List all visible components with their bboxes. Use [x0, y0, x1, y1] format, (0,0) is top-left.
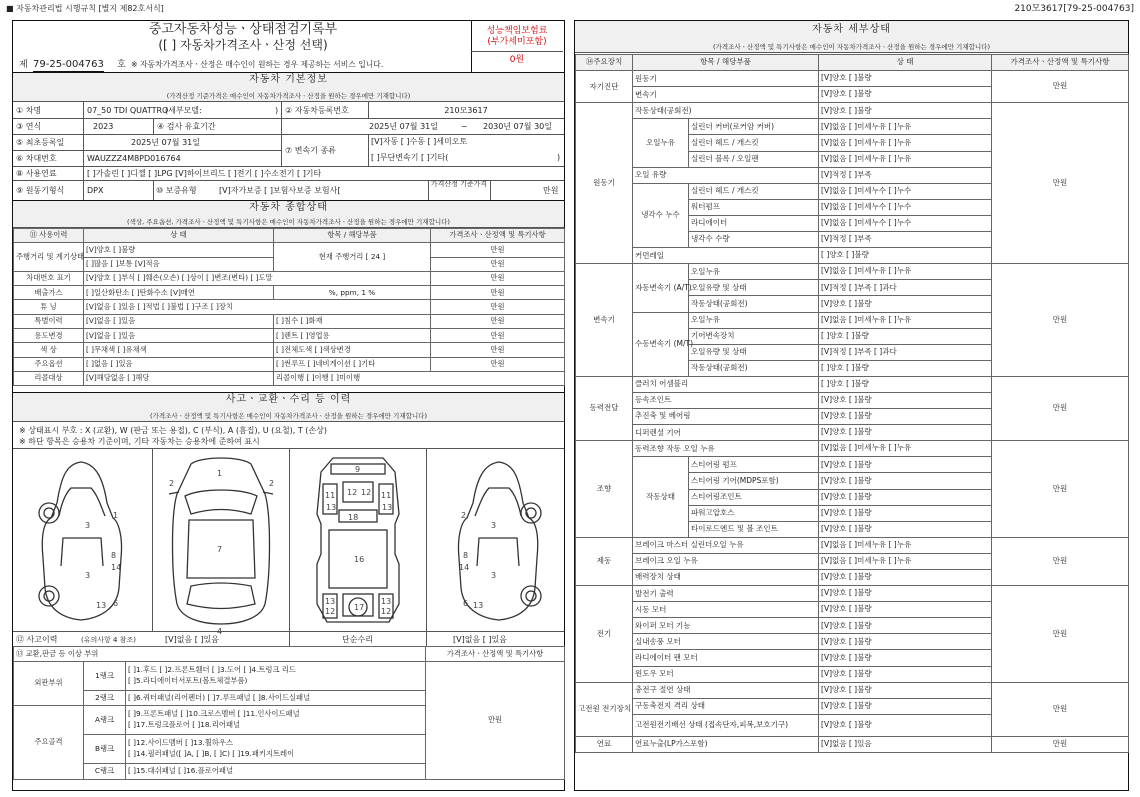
options-label: 주요옵션: [14, 357, 84, 371]
recall-detail: 리콜이행 [ ]이행 [ ]미이행: [274, 371, 565, 385]
svg-text:2: 2: [169, 479, 175, 488]
device-item: 타이로드엔드 및 볼 조인트: [689, 521, 819, 537]
device-state: [V]양호 [ ]불량: [819, 87, 992, 103]
device-state: [V]양호 [ ]불량: [819, 473, 992, 489]
device-price: 만원: [992, 441, 1129, 538]
abnormal-parts-price-col: 가격조사ㆍ산정액 및 특기사항: [426, 647, 565, 662]
device-item: 디퍼렌셜 기어: [633, 425, 819, 441]
device-category: 고전원 전기장치: [576, 682, 633, 736]
doc-number: 79-25-004763: [33, 59, 104, 70]
device-item: 실린더 헤드 / 개스킷: [689, 183, 819, 199]
liability-label: 성능책임보험료: [486, 26, 548, 36]
svg-text:1: 1: [217, 469, 223, 478]
detail-table: [575, 54, 1129, 753]
label-inspection-validity: ④ 검사 유효기간: [157, 122, 216, 131]
value-base-price-unit: 만원: [543, 186, 559, 195]
value-year: 2023: [93, 122, 114, 131]
svg-text:3: 3: [85, 571, 91, 580]
svg-text:13: 13: [473, 601, 484, 610]
device-category: 제동: [576, 537, 633, 585]
device-item: 오일유량 및 상태: [689, 344, 819, 360]
device-subcategory: 작동상태: [633, 457, 689, 537]
detail-row: [576, 441, 1129, 457]
outer-panel-label: 외판부위: [14, 662, 84, 706]
abnormal-parts-label: ⑬ 교환,판금 등 이상 부위: [14, 647, 426, 662]
tuning-state: [V]없음 [ ]있음 [ ]적법 [ ]불법 [ ]구조 [ ]장치: [84, 300, 431, 314]
device-item: 오일누유: [689, 312, 819, 328]
device-item: 발전기 출력: [633, 586, 819, 602]
device-item: 냉각수 수량: [689, 232, 819, 248]
use-change-detail: [ ]렌트 [ ]영업용: [274, 329, 431, 343]
svg-text:7: 7: [217, 545, 223, 554]
abnormal-parts-table: [13, 646, 565, 780]
device-item: 오일누유: [689, 264, 819, 280]
device-price: 만원: [992, 103, 1129, 264]
svg-text:17: 17: [354, 603, 365, 612]
device-item: 실린더 블록 / 오일팬: [689, 151, 819, 167]
device-state: [V]양호 [ ]불량: [819, 521, 992, 537]
col-state: 상 태: [819, 55, 992, 71]
odometer-current: 현재 주행거리 [ 24 ]: [274, 243, 431, 272]
device-state: [V]양호 [ ]불량: [819, 634, 992, 650]
device-state: [V]양호 [ ]불량: [819, 714, 992, 736]
device-item: 스티어링조인트: [689, 489, 819, 505]
device-state: [V]양호 [ ]불량: [819, 71, 992, 87]
price-cell: 만원: [431, 271, 565, 285]
device-state: [V]적정 [ ]부족: [819, 167, 992, 183]
svg-text:12: 12: [381, 607, 392, 616]
value-transmission-2: [ ]무단변속기 [ ]기타(: [371, 153, 449, 162]
odometer-label: 주행거리 및 계기상태: [14, 243, 84, 272]
device-item: 스티어링 펌프: [689, 457, 819, 473]
svg-text:8: 8: [463, 551, 469, 560]
overall-condition-subtitle: (색상, 주요옵션, 가격조사ㆍ산정액 및 특기사항은 매수인이 자동차가격조사ㆍ산정을 원하는 경우에만 기재합니다): [127, 217, 450, 226]
device-item: 실린더 커버(로커암 커버): [689, 119, 819, 135]
device-subcategory: 냉각수 누수: [633, 183, 689, 247]
price-cell: 만원: [431, 286, 565, 300]
device-category: 원동기: [576, 103, 633, 264]
validity-separator: ~: [461, 122, 468, 131]
recall-label: 리콜대상: [14, 371, 84, 385]
device-price: 만원: [992, 71, 1129, 103]
device-state: [V]없음 [ ]미세누유 [ ]누유: [819, 119, 992, 135]
value-car-name: 07_50 TDI QUATTRO: [87, 106, 169, 115]
svg-text:6: 6: [113, 599, 119, 608]
device-state: [V]없음 [ ]미세누수 [ ]누수: [819, 199, 992, 215]
col-price-notes: 가격조사ㆍ산정액 및 특기사항: [431, 229, 565, 243]
price-cell: 만원: [431, 329, 565, 343]
accident-title: 사고ㆍ교환ㆍ수리 등 이력: [225, 394, 352, 405]
label-car-name: ① 차명: [16, 106, 42, 115]
form-title: 중고자동차성능ㆍ상태점검기록부: [148, 22, 338, 37]
device-state: [V]없음 [ ]미세누수 [ ]누수: [819, 215, 992, 231]
options-state: [ ]없음 [ ]있음: [84, 357, 274, 371]
device-category: 동력전달: [576, 376, 633, 440]
device-state: [V]양호 [ ]불량: [819, 586, 992, 602]
device-item: 오일 유량: [633, 167, 819, 183]
svg-text:13: 13: [96, 601, 107, 610]
col-main-device: ⑭주요장치: [576, 55, 633, 71]
rankc-label: C랭크: [84, 764, 126, 780]
svg-text:6: 6: [463, 599, 469, 608]
device-item: 워터펌프: [689, 199, 819, 215]
svg-text:8: 8: [111, 551, 117, 560]
accident-subtitle: (가격조사ㆍ산정액 및 특기사항은 매수인이 자동차가격조사ㆍ산정을 원하는 경우에만 기재합니다): [150, 411, 427, 420]
label-transmission: ⑦ 변속기 종류: [285, 146, 336, 155]
device-state: [V]양호 [ ]불량: [819, 650, 992, 666]
device-state: [V]없음 [ ]미세누유 [ ]누유: [819, 312, 992, 328]
color-state: [ ]무채색 [ ]유채색: [84, 343, 274, 357]
rankc-parts: [ ]15.대쉬패널 [ ]16.플로어패널: [126, 764, 426, 780]
device-item: 파워고압호스: [689, 505, 819, 521]
device-state: [V]양호 [ ]불량: [819, 409, 992, 425]
emissions-state: [ ]일산화탄소 [ ]탄화수소 [V]매연: [84, 286, 274, 300]
label-first-registration: ⑤ 최초등록일: [16, 138, 65, 147]
device-category: 연료: [576, 736, 633, 752]
overall-condition-title: 자동차 종합상태: [249, 202, 328, 213]
svg-text:11: 11: [381, 491, 392, 500]
detail-title: 자동차 세부상태: [812, 24, 891, 35]
device-state: [V]양호 [ ]불량: [819, 489, 992, 505]
device-item: 오일유량 및 상태: [689, 280, 819, 296]
price-cell: 만원: [431, 243, 565, 257]
device-item: 작동상태(공회전): [633, 103, 819, 119]
rankb-parts-line2: [ ]14.필러패널([ ]A, [ ]B, [ ]C) [ ]19.패키지트레이: [128, 749, 295, 758]
tuning-label: 튜 닝: [14, 300, 84, 314]
rank2-parts: [ ]6.쿼터패널(리어펜더) [ ]7.루프패널 [ ]8.사이드실패널: [126, 691, 426, 706]
label-warranty: ⑩ 보증유형: [156, 186, 197, 195]
doc-number-suffix: 호: [117, 60, 126, 70]
device-item: 브레이크 오일 누유: [633, 553, 819, 569]
svg-text:4: 4: [217, 627, 223, 636]
device-state: [V]양호 [ ]불량: [819, 698, 992, 714]
accident-history-state: [V]없음 [ ]있음: [165, 635, 219, 644]
price-cell: 만원: [431, 357, 565, 371]
label-base-price: 가격산정 기준가격: [430, 180, 488, 188]
special-history-label: 특별이력: [14, 314, 84, 328]
device-state: [V]적정 [ ]부족: [819, 232, 992, 248]
value-vin: WAUZZZ4M8PD016764: [87, 154, 181, 163]
device-price: 만원: [992, 586, 1129, 683]
device-subcategory: 수동변속기 (M/T): [633, 312, 689, 376]
device-state: [V]양호 [ ]불량: [819, 505, 992, 521]
device-state: [ ]양호 [ ]불량: [819, 248, 992, 264]
basic-info-subtitle: (가격산정 기준가격은 매수인이 자동차가격조사ㆍ산정을 원하는 경우에만 기재합니다): [166, 91, 411, 100]
device-item: 작동상태(공회전): [689, 296, 819, 312]
detail-subtitle: (가격조사ㆍ산정액 및 특기사항은 매수인이 자동차가격조사ㆍ산정을 원하는 경우에만 기재합니다): [713, 42, 990, 51]
overall-condition-table: [13, 228, 565, 386]
rankb-label: B랭크: [84, 735, 126, 764]
device-state: [ ]양호 [ ]불량: [819, 328, 992, 344]
svg-text:18: 18: [348, 513, 359, 522]
vin-marking-state: [V]양호 [ ]부식 [ ]훼손(오손) [ ]상이 [ ]변조(변타) [ ]도말: [84, 271, 431, 285]
service-note: ※ 자동차가격조사ㆍ산정은 매수인이 원하는 경우 제공하는 서비스 입니다.: [131, 60, 384, 69]
rankb-parts-line1: [ ]12.사이드멤버 [ ]13.휠하우스: [128, 738, 233, 748]
emissions-value: %, ppm, 1 %: [274, 286, 431, 300]
detail-row: [576, 376, 1129, 392]
use-change-state: [V]없음 [ ]있음: [84, 329, 274, 343]
special-history-state: [V]없음 [ ]있음: [84, 314, 274, 328]
device-category: 자기진단: [576, 71, 633, 103]
device-subcategory: 자동변속기 (A/T): [633, 264, 689, 312]
color-label: 색 상: [14, 343, 84, 357]
car-right-side-diagram: [433, 458, 559, 623]
car-frame-diagram: [303, 454, 413, 626]
svg-text:13: 13: [325, 597, 336, 606]
value-fuel: [ ]가솔린 [ ]디젤 [ ]LPG [V]하이브리드 [ ]전기 [ ]수소전기 [ ]기타: [87, 169, 322, 178]
device-price: 만원: [992, 264, 1129, 377]
col-usage-history: ⑪ 사용이력: [14, 229, 84, 243]
device-item: 원동기: [633, 71, 819, 87]
device-item: 실린더 헤드 / 개스킷: [689, 135, 819, 151]
device-state: [V]없음 [ ]미세누유 [ ]누유: [819, 537, 992, 553]
svg-text:2: 2: [269, 479, 275, 488]
col-item: 항목 / 해당부품: [274, 229, 431, 243]
svg-text:11: 11: [325, 491, 336, 500]
device-state: [V]없음 [ ]있음: [819, 736, 992, 752]
device-state: [V]적정 [ ]부족 [ ]과다: [819, 280, 992, 296]
device-item: 라디에이터 팬 모터: [633, 650, 819, 666]
basic-info-title: 자동차 기본정보: [249, 74, 328, 85]
svg-text:13: 13: [381, 597, 392, 606]
device-item: 시동 모터: [633, 602, 819, 618]
col-item: 항목 / 해당부품: [633, 55, 819, 71]
svg-text:3: 3: [491, 521, 497, 530]
value-detail-model-end: ): [275, 106, 279, 115]
label-engine-type: ⑨ 원동기형식: [16, 186, 65, 195]
detail-row: [576, 264, 1129, 280]
detail-row: [576, 736, 1129, 752]
accident-history-label: ⑫ 사고이력: [16, 635, 58, 644]
device-item: 브레이크 마스터 실린더오일 누유: [633, 537, 819, 553]
top-code: 210모3617[79-25-004763]: [1014, 4, 1134, 14]
accident-header: [13, 392, 564, 422]
device-state: [V]없음 [ ]미세누유 [ ]누유: [819, 264, 992, 280]
options-detail: [ ]썬루프 [ ]네비게이션 [ ]기타: [274, 357, 431, 371]
vin-marking-label: 차대번호 표기: [14, 271, 84, 285]
detail-row: [576, 103, 1129, 119]
device-item: 변속기: [633, 87, 819, 103]
symbol-legend: ※ 상태표시 부호 : X (교환), W (판금 또는 용접), C (부식), A (흠집), U (요철), T (손상): [19, 426, 328, 435]
device-subcategory: 오일누유: [633, 119, 689, 167]
device-item: 클러치 어셈블리: [633, 376, 819, 392]
ranka-parts-line2: [ ]17.트렁크플로어 [ ]18.리어패널: [128, 720, 241, 729]
price-cell: 만원: [431, 314, 565, 328]
form-reference: ■ 자동차관리법 시행규칙 [별지 제82호서식]: [6, 4, 164, 13]
device-item: 동력조향 작동 오일 누유: [633, 441, 819, 457]
svg-text:9: 9: [355, 465, 361, 474]
device-state: [V]양호 [ ]불량: [819, 296, 992, 312]
value-warranty: [V]자가보증 [ ]보험사보증 보험사[: [219, 186, 341, 195]
insurance-fee: 0원: [509, 55, 525, 65]
device-item: 라디에이터: [689, 215, 819, 231]
basic-info-header: [13, 72, 564, 102]
svg-text:12: 12: [325, 607, 336, 616]
price-cell: 만원: [431, 300, 565, 314]
device-item: 실내송풍 모터: [633, 634, 819, 650]
emissions-label: 배출가스: [14, 286, 84, 300]
form-subtitle: ([ ] 자동차가격조사ㆍ산정 선택): [158, 38, 328, 52]
simple-repair-label: 단순수리: [342, 635, 373, 644]
car-top-diagram: [161, 454, 281, 636]
svg-text:13: 13: [382, 503, 393, 512]
label-reg-number: ② 자동차등록번호: [285, 106, 349, 115]
label-fuel: ⑧ 사용연료: [16, 169, 57, 178]
col-price-notes: 가격조사ㆍ산정액 및 특기사항: [992, 55, 1129, 71]
special-history-detail: [ ]침수 [ ]화재: [274, 314, 431, 328]
svg-text:3: 3: [85, 521, 91, 530]
device-state: [V]양호 [ ]불량: [819, 457, 992, 473]
paren-close: ): [557, 153, 561, 162]
detail-row: [576, 682, 1129, 698]
car-left-side-diagram: [21, 458, 147, 623]
device-item: 추진축 및 베어링: [633, 409, 819, 425]
svg-text:16: 16: [354, 555, 365, 564]
price-cell: 만원: [431, 257, 565, 271]
device-item: 커먼레일: [633, 248, 819, 264]
liability-note: (부가세미포함): [487, 37, 547, 47]
device-item: 와이퍼 모터 기능: [633, 618, 819, 634]
device-item: 충전구 절연 상태: [633, 682, 819, 698]
device-state: [V]양호 [ ]불량: [819, 666, 992, 682]
device-price: 만원: [992, 537, 1129, 585]
use-change-label: 용도변경: [14, 329, 84, 343]
odometer-level: [ ]많음 [ ]보통 [V]적음: [84, 257, 274, 271]
simple-repair-state: [V]없음 [ ]있음: [453, 635, 507, 644]
color-detail: [ ]전체도색 [ ]색상변경: [274, 343, 431, 357]
value-detail-model: (세부모델:: [165, 106, 202, 115]
device-state: [V]적정 [ ]부족 [ ]과다: [819, 344, 992, 360]
abnormal-parts-price: 만원: [426, 662, 565, 780]
accident-history-note: (유의사항 4 참조): [81, 636, 136, 644]
svg-text:1: 1: [113, 511, 119, 520]
svg-text:14: 14: [111, 563, 122, 572]
rank1-parts-line2: [ ]5.라디에이터서포트(볼트체결부품): [128, 676, 248, 685]
svg-text:13: 13: [326, 503, 337, 512]
device-state: [V]없음 [ ]미세누유 [ ]누유: [819, 441, 992, 457]
device-item: 작동상태(공회전): [689, 360, 819, 376]
value-engine-type: DPX: [87, 186, 104, 195]
device-state: [V]양호 [ ]불량: [819, 392, 992, 408]
detail-row: [576, 586, 1129, 602]
device-item: 윈도우 모터: [633, 666, 819, 682]
device-item: 등속조인트: [633, 392, 819, 408]
device-price: 만원: [992, 736, 1129, 752]
right-panel: [574, 20, 1129, 791]
device-item: 스티어링 기어(MDPS포함): [689, 473, 819, 489]
rank1-label: 1랭크: [84, 662, 126, 691]
detail-row: [576, 71, 1129, 87]
device-state: [V]없음 [ ]미세누유 [ ]누유: [819, 151, 992, 167]
device-state: [V]양호 [ ]불량: [819, 682, 992, 698]
device-item: 고전원전기배선 상태 (접속단자,피복,보호기구): [633, 714, 819, 736]
device-state: [V]없음 [ ]미세누유 [ ]누유: [819, 553, 992, 569]
svg-text:12: 12: [347, 488, 358, 497]
ranka-parts-line1: [ ]9.프론트패널 [ ]10.크로스멤버 [ ]11.인사이드패널: [128, 709, 300, 719]
device-item: 기어변속장치: [689, 328, 819, 344]
svg-text:3: 3: [491, 571, 497, 580]
odometer-state: [V]양호 [ ]불량: [84, 243, 274, 257]
device-category: 변속기: [576, 264, 633, 377]
rank1-parts-line1: [ ]1.후드 [ ]2.프론트휀더 [ ]3.도어 [ ]4.트렁크 리드: [128, 665, 296, 675]
device-state: [V]양호 [ ]불량: [819, 425, 992, 441]
device-state: [V]양호 [ ]불량: [819, 602, 992, 618]
value-validity-to: 2030년 07월 30일: [483, 122, 552, 131]
diagram-note: ※ 하단 항목은 승용차 기준이며, 기타 자동차는 승용차에 준하여 표시: [19, 437, 260, 446]
label-year: ③ 연식: [16, 122, 42, 131]
value-validity-from: 2025년 07월 31일: [369, 122, 438, 131]
device-state: [ ]양호 [ ]불량: [819, 376, 992, 392]
device-price: 만원: [992, 682, 1129, 736]
detail-row: [576, 537, 1129, 553]
device-state: [V]양호 [ ]불량: [819, 570, 992, 586]
recall-state: [V]해당없음 [ ]해당: [84, 371, 274, 385]
device-item: 배력장치 상태: [633, 570, 819, 586]
col-state: 상 태: [84, 229, 274, 243]
device-item: 구동축전지 격리 상태: [633, 698, 819, 714]
device-category: 전기: [576, 586, 633, 683]
label-vin: ⑥ 차대번호: [16, 154, 57, 163]
price-cell: 만원: [431, 343, 565, 357]
device-state: [ ]양호 [ ]불량: [819, 360, 992, 376]
device-price: 만원: [992, 376, 1129, 440]
left-panel: [12, 20, 565, 791]
device-category: 조향: [576, 441, 633, 538]
device-item: 연료누출(LP가스포함): [633, 736, 819, 752]
device-state: [V]양호 [ ]불량: [819, 618, 992, 634]
device-state: [V]없음 [ ]미세누유 [ ]누유: [819, 135, 992, 151]
device-state: [V]없음 [ ]미세누수 [ ]누수: [819, 183, 992, 199]
value-reg-number: 210모3617: [444, 106, 488, 115]
main-frame-label: 주요골격: [14, 706, 84, 780]
value-first-registration: 2025년 07월 31일: [131, 138, 200, 147]
svg-text:2: 2: [461, 511, 467, 520]
device-state: [V]양호 [ ]불량: [819, 103, 992, 119]
detail-header: [575, 21, 1128, 53]
value-transmission-1: [V]자동 [ ]수동 [ ]세미오토: [371, 137, 468, 146]
svg-text:14: 14: [459, 563, 470, 572]
overall-condition-header: [13, 200, 564, 228]
ranka-label: A랭크: [84, 706, 126, 735]
rank2-label: 2랭크: [84, 691, 126, 706]
svg-text:12: 12: [361, 488, 372, 497]
doc-number-prefix: 제: [19, 60, 28, 70]
